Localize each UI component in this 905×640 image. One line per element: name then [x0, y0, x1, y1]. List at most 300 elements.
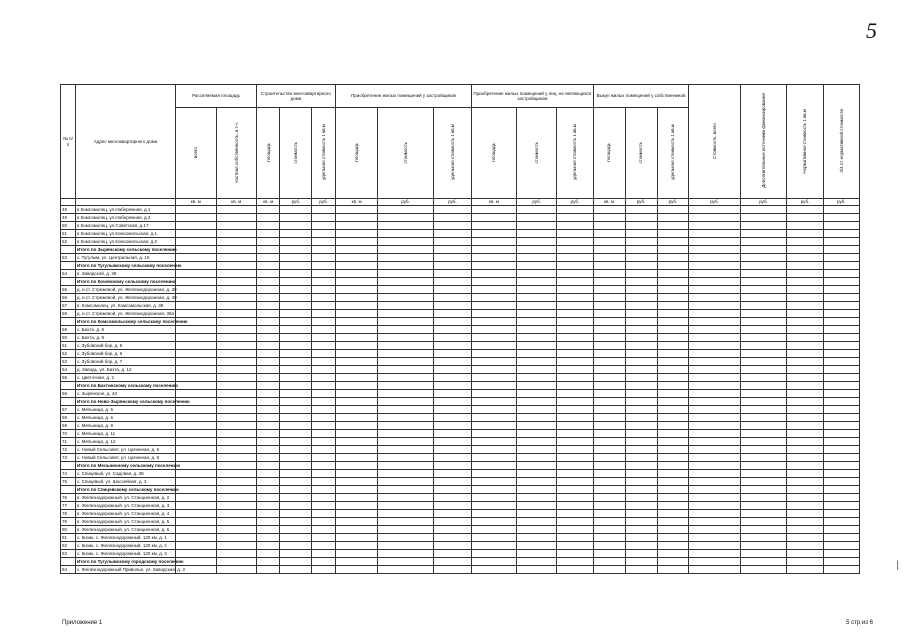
- value-cell: [472, 326, 517, 334]
- unit-cell: руб.: [823, 199, 859, 206]
- value-cell: [823, 462, 859, 470]
- value-cell: [312, 494, 335, 502]
- value-cell: [516, 446, 556, 454]
- table-row: [61, 222, 860, 230]
- value-cell: [176, 494, 216, 502]
- value-cell: [625, 214, 657, 222]
- value-cell: [256, 358, 279, 366]
- value-cell: [312, 302, 335, 310]
- row-number: 77: [61, 502, 76, 510]
- value-cell: [657, 486, 689, 494]
- value-cell: [557, 446, 593, 454]
- value-cell: [176, 518, 216, 526]
- value-cell: [823, 310, 859, 318]
- sub-header-dev-area: площадь: [335, 108, 378, 199]
- row-address: Итого по Зырянскому сельскому поселению: [76, 246, 177, 252]
- value-cell: [689, 222, 740, 230]
- value-cell: [657, 214, 689, 222]
- value-cell: [557, 438, 593, 446]
- value-cell: [378, 478, 433, 486]
- value-cell: [216, 534, 256, 542]
- sub-header-nondev-unit: удельная стоимость 1 кв.м: [557, 108, 593, 199]
- value-cell: [280, 286, 312, 294]
- value-cell: [433, 550, 471, 558]
- value-cell: [625, 446, 657, 454]
- value-cell: [557, 510, 593, 518]
- value-cell: [557, 246, 593, 254]
- value-cell: [256, 262, 279, 270]
- table-row: [61, 430, 860, 438]
- value-cell: [280, 222, 312, 230]
- value-cell: [823, 478, 859, 486]
- value-cell: [823, 486, 859, 494]
- value-cell: [312, 342, 335, 350]
- value-cell: [593, 286, 625, 294]
- value-cell: [823, 350, 859, 358]
- row-number: 73: [61, 454, 76, 462]
- value-cell: [378, 366, 433, 374]
- value-cell: [472, 382, 517, 390]
- row-number: [61, 558, 76, 566]
- value-cell: [176, 430, 216, 438]
- value-cell: [625, 366, 657, 374]
- value-cell: [740, 414, 787, 422]
- row-address: с. Мельница, д. 5: [75, 406, 175, 414]
- value-cell: [787, 262, 823, 270]
- value-cell: [176, 526, 216, 534]
- value-cell: [689, 478, 740, 486]
- value-cell: [378, 534, 433, 542]
- value-cell: [216, 222, 256, 230]
- table-row: [61, 518, 860, 526]
- value-cell: [335, 206, 378, 214]
- row-address: с. Бахта, д. 8: [75, 326, 175, 334]
- value-cell: [312, 502, 335, 510]
- value-cell: [378, 454, 433, 462]
- value-cell: [335, 294, 378, 302]
- value-cell: [689, 214, 740, 222]
- value-cell: [472, 414, 517, 422]
- value-cell: [787, 246, 823, 254]
- value-cell: [740, 550, 787, 558]
- table-row: [61, 550, 860, 558]
- value-cell: [216, 262, 256, 270]
- value-cell: [593, 366, 625, 374]
- value-cell: [625, 406, 657, 414]
- value-cell: [378, 222, 433, 230]
- value-cell: [657, 438, 689, 446]
- value-cell: [433, 318, 471, 326]
- value-cell: [216, 486, 256, 494]
- table-row: [61, 438, 860, 446]
- value-cell: [823, 446, 859, 454]
- value-cell: [593, 470, 625, 478]
- value-cell: [335, 422, 378, 430]
- value-cell: [280, 558, 312, 566]
- row-number: 60: [61, 334, 76, 342]
- header-group-area: Расселяемая площадь: [176, 85, 257, 108]
- value-cell: [557, 358, 593, 366]
- value-cell: [557, 206, 593, 214]
- value-cell: [823, 278, 859, 286]
- value-cell: [823, 246, 859, 254]
- row-address: с. Спицевый, ул. Садовая, д. 38: [75, 470, 175, 478]
- row-number: [61, 246, 76, 254]
- value-cell: [787, 534, 823, 542]
- value-cell: [557, 254, 593, 262]
- value-cell: [176, 246, 216, 254]
- value-cell: [557, 414, 593, 422]
- subtotal-row: [61, 398, 860, 406]
- value-cell: [593, 566, 625, 574]
- value-cell: [256, 278, 279, 286]
- value-cell: [593, 438, 625, 446]
- value-cell: [593, 222, 625, 230]
- row-number: 80: [61, 526, 76, 534]
- row-number: 62: [61, 350, 76, 358]
- value-cell: [516, 366, 556, 374]
- value-cell: [823, 214, 859, 222]
- value-cell: [625, 294, 657, 302]
- value-cell: [740, 262, 787, 270]
- value-cell: [312, 518, 335, 526]
- value-cell: [689, 278, 740, 286]
- value-cell: [216, 310, 256, 318]
- value-cell: [740, 278, 787, 286]
- value-cell: [823, 390, 859, 398]
- value-cell: [689, 302, 740, 310]
- row-number: 83: [61, 550, 76, 558]
- value-cell: [593, 494, 625, 502]
- value-cell: [312, 398, 335, 406]
- value-cell: [378, 462, 433, 470]
- value-cell: [312, 566, 335, 574]
- row-address: д. н.ст. Стрежевой, ул. Железнодорожная, д. 40: [76, 294, 177, 300]
- value-cell: [335, 350, 378, 358]
- value-cell: [657, 422, 689, 430]
- value-cell: [280, 406, 312, 414]
- row-number: 78: [61, 510, 76, 518]
- row-address: с. Мельница, д. 6: [75, 414, 175, 422]
- value-cell: [472, 286, 517, 294]
- value-cell: [787, 286, 823, 294]
- value-cell: [472, 510, 517, 518]
- value-cell: [787, 406, 823, 414]
- value-cell: [216, 398, 256, 406]
- table-row: [61, 510, 860, 518]
- value-cell: [176, 366, 216, 374]
- value-cell: [433, 286, 471, 294]
- value-cell: [625, 558, 657, 566]
- value-cell: [312, 206, 335, 214]
- value-cell: [740, 470, 787, 478]
- value-cell: [216, 238, 256, 246]
- value-cell: [176, 502, 216, 510]
- value-cell: [823, 470, 859, 478]
- value-cell: [740, 566, 787, 574]
- value-cell: [625, 390, 657, 398]
- value-cell: [472, 550, 517, 558]
- unit-cell: руб.: [625, 199, 657, 206]
- value-cell: [689, 454, 740, 462]
- value-cell: [216, 494, 256, 502]
- row-address: с. Мельница, д. 9: [75, 422, 175, 430]
- value-cell: [787, 486, 823, 494]
- row-number: 63: [61, 358, 76, 366]
- value-cell: [472, 318, 517, 326]
- value-cell: [472, 454, 517, 462]
- value-cell: [378, 470, 433, 478]
- value-cell: [176, 382, 216, 390]
- value-cell: [280, 542, 312, 550]
- row-number: 82: [61, 542, 76, 550]
- row-number: 52: [61, 238, 76, 246]
- value-cell: [593, 278, 625, 286]
- value-cell: [787, 294, 823, 302]
- header-no: № п/п: [61, 85, 76, 199]
- value-cell: [472, 534, 517, 542]
- value-cell: [516, 334, 556, 342]
- value-cell: [280, 374, 312, 382]
- value-cell: [557, 214, 593, 222]
- value-cell: [280, 390, 312, 398]
- value-cell: [689, 310, 740, 318]
- value-cell: [625, 566, 657, 574]
- value-cell: [312, 350, 335, 358]
- value-cell: [335, 478, 378, 486]
- value-cell: [593, 358, 625, 366]
- value-cell: [176, 542, 216, 550]
- value-cell: [689, 270, 740, 278]
- value-cell: [823, 334, 859, 342]
- value-cell: [516, 310, 556, 318]
- value-cell: [335, 302, 378, 310]
- value-cell: [740, 502, 787, 510]
- value-cell: [176, 310, 216, 318]
- program-table-sheet: [60, 84, 860, 574]
- value-cell: [433, 558, 471, 566]
- value-cell: [593, 302, 625, 310]
- value-cell: [312, 558, 335, 566]
- table-row: [61, 478, 860, 486]
- value-cell: [335, 254, 378, 262]
- value-cell: [657, 230, 689, 238]
- value-cell: [176, 294, 216, 302]
- units-row: [61, 199, 860, 206]
- value-cell: [378, 310, 433, 318]
- header-norm-cost: Нормативная стоимость 1 кв.м: [787, 85, 823, 199]
- row-address: с. Новый Сельсовет, ул. Целинная, д. 8: [75, 454, 175, 462]
- value-cell: [280, 206, 312, 214]
- value-cell: [657, 518, 689, 526]
- value-cell: [176, 230, 216, 238]
- unit-cell: руб.: [557, 199, 593, 206]
- subtotal-row: [61, 382, 860, 390]
- value-cell: [657, 318, 689, 326]
- value-cell: [312, 390, 335, 398]
- value-cell: [335, 550, 378, 558]
- value-cell: [312, 214, 335, 222]
- value-cell: [657, 374, 689, 382]
- value-cell: [516, 262, 556, 270]
- value-cell: [312, 438, 335, 446]
- table-row: [61, 230, 860, 238]
- value-cell: [256, 214, 279, 222]
- value-cell: [557, 286, 593, 294]
- value-cell: [516, 326, 556, 334]
- value-cell: [593, 422, 625, 430]
- value-cell: [472, 542, 517, 550]
- value-cell: [472, 310, 517, 318]
- row-address: с. Зубовский бор, д. 5: [75, 342, 175, 350]
- row-number: 57: [61, 302, 76, 310]
- value-cell: [625, 374, 657, 382]
- value-cell: [689, 358, 740, 366]
- value-cell: [335, 358, 378, 366]
- value-cell: [216, 390, 256, 398]
- row-address: п. Комсомолец, ул. Комсомольская, д. 38: [75, 302, 175, 310]
- value-cell: [787, 214, 823, 222]
- value-cell: [557, 494, 593, 502]
- value-cell: [625, 342, 657, 350]
- row-address: с. Цветочная, д. 2: [75, 374, 175, 382]
- value-cell: [657, 334, 689, 342]
- value-cell: [657, 430, 689, 438]
- value-cell: [625, 454, 657, 462]
- value-cell: [256, 494, 279, 502]
- value-cell: [433, 462, 471, 470]
- value-cell: [472, 398, 517, 406]
- value-cell: [557, 550, 593, 558]
- value-cell: [433, 326, 471, 334]
- value-cell: [312, 318, 335, 326]
- sub-header-area-total: всего: [176, 108, 216, 199]
- value-cell: [516, 246, 556, 254]
- value-cell: [689, 438, 740, 446]
- value-cell: [740, 246, 787, 254]
- table-row: [61, 326, 860, 334]
- value-cell: [657, 246, 689, 254]
- value-cell: [787, 310, 823, 318]
- value-cell: [516, 486, 556, 494]
- value-cell: [312, 278, 335, 286]
- value-cell: [516, 342, 556, 350]
- value-cell: [472, 358, 517, 366]
- value-cell: [216, 406, 256, 414]
- value-cell: [335, 526, 378, 534]
- value-cell: [593, 230, 625, 238]
- value-cell: [378, 510, 433, 518]
- value-cell: [433, 230, 471, 238]
- row-number: [61, 318, 76, 326]
- value-cell: [216, 550, 256, 558]
- value-cell: [280, 470, 312, 478]
- value-cell: [256, 302, 279, 310]
- value-cell: [335, 270, 378, 278]
- value-cell: [657, 462, 689, 470]
- value-cell: [625, 526, 657, 534]
- unit-cell: кв. м: [216, 199, 256, 206]
- unit-cell: руб.: [516, 199, 556, 206]
- value-cell: [216, 542, 256, 550]
- value-cell: [740, 478, 787, 486]
- value-cell: [593, 518, 625, 526]
- value-cell: [823, 414, 859, 422]
- value-cell: [216, 366, 256, 374]
- value-cell: [787, 278, 823, 286]
- value-cell: [472, 526, 517, 534]
- value-cell: [256, 510, 279, 518]
- subtotal-row: [61, 262, 860, 270]
- value-cell: [625, 518, 657, 526]
- value-cell: [256, 454, 279, 462]
- value-cell: [312, 550, 335, 558]
- value-cell: [740, 526, 787, 534]
- value-cell: [216, 246, 256, 254]
- value-cell: [378, 382, 433, 390]
- value-cell: [216, 294, 256, 302]
- value-cell: [823, 542, 859, 550]
- value-cell: [280, 422, 312, 430]
- value-cell: [740, 422, 787, 430]
- value-cell: [335, 310, 378, 318]
- value-cell: [657, 398, 689, 406]
- value-cell: [625, 534, 657, 542]
- value-cell: [378, 526, 433, 534]
- row-address: с. Мельница, д. 11: [75, 430, 175, 438]
- row-address: п.Комсомолец, ул.Советская, д.17: [75, 222, 175, 230]
- value-cell: [557, 238, 593, 246]
- value-cell: [516, 502, 556, 510]
- value-cell: [740, 558, 787, 566]
- value-cell: [256, 254, 279, 262]
- value-cell: [312, 446, 335, 454]
- value-cell: [787, 326, 823, 334]
- value-cell: [433, 390, 471, 398]
- value-cell: [557, 430, 593, 438]
- value-cell: [516, 494, 556, 502]
- value-cell: [689, 366, 740, 374]
- value-cell: [472, 406, 517, 414]
- value-cell: [689, 430, 740, 438]
- value-cell: [472, 214, 517, 222]
- value-cell: [787, 318, 823, 326]
- value-cell: [740, 390, 787, 398]
- value-cell: [625, 510, 657, 518]
- table-row: [61, 342, 860, 350]
- value-cell: [378, 438, 433, 446]
- value-cell: [516, 294, 556, 302]
- value-cell: [787, 462, 823, 470]
- value-cell: [740, 230, 787, 238]
- value-cell: [516, 414, 556, 422]
- value-cell: [823, 286, 859, 294]
- value-cell: [787, 270, 823, 278]
- value-cell: [433, 494, 471, 502]
- row-number: [61, 486, 76, 494]
- value-cell: [433, 334, 471, 342]
- value-cell: [280, 494, 312, 502]
- value-cell: [657, 350, 689, 358]
- value-cell: [256, 558, 279, 566]
- value-cell: [378, 542, 433, 550]
- value-cell: [740, 382, 787, 390]
- value-cell: [216, 318, 256, 326]
- value-cell: [740, 342, 787, 350]
- value-cell: [557, 454, 593, 462]
- value-cell: [823, 254, 859, 262]
- value-cell: [335, 286, 378, 294]
